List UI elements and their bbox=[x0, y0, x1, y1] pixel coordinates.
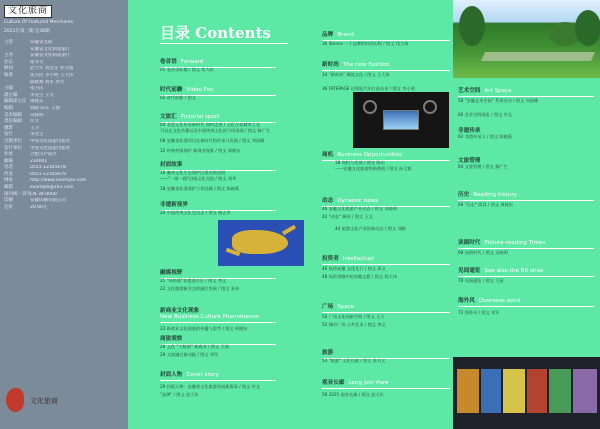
staff-value: 许文 bbox=[30, 119, 39, 125]
staff-label: 主办 bbox=[4, 53, 13, 59]
staff-value: 陈晓燕 刘军 周文 bbox=[30, 79, 65, 85]
section-header: 见闻通览 See also the Bit shoe bbox=[458, 266, 594, 277]
staff-value: 李先生 王文 bbox=[30, 92, 54, 98]
toc-item: 66 "历史" 阅读 / 图文 周晓东 bbox=[458, 202, 513, 207]
staff-row bbox=[4, 172, 126, 179]
staff-row bbox=[4, 152, 126, 159]
toc-item: 12 传统村落保护 新商业现象 / 图文 周晓东 bbox=[160, 148, 241, 153]
staff-row bbox=[4, 53, 126, 60]
toc-item: 26 文化 "大数据" 新商业 / 图文 王丽 bbox=[160, 344, 229, 349]
staff-label: 摄影 bbox=[4, 125, 13, 131]
staff-row bbox=[4, 139, 126, 146]
staff-row bbox=[4, 66, 126, 73]
staff-row bbox=[4, 119, 126, 126]
staff-label: 顾问 bbox=[4, 66, 13, 72]
park-photo bbox=[453, 0, 600, 78]
staff-label: 邮编 bbox=[4, 158, 13, 164]
toc-item: 04 非遗文化传承新时代 如何走进 / 文化点亮城市之光 bbox=[160, 122, 261, 127]
section-header: 文旅管理 bbox=[458, 158, 481, 164]
section-header: 读图时代 Picture-reading Times bbox=[458, 238, 594, 249]
toc-title: 目录 Contents bbox=[160, 24, 271, 42]
station-mural-photo bbox=[453, 357, 600, 429]
staff-value: example@163.com bbox=[30, 185, 74, 191]
staff-row bbox=[4, 86, 126, 93]
toc-item: "品牌" / 图文 赵大年 bbox=[160, 392, 199, 397]
staff-value: 张为民 李小明 王大伟 bbox=[30, 72, 74, 78]
section-header: 新时尚 The new Fashion bbox=[322, 60, 450, 71]
staff-label: 编辑部主任 bbox=[4, 99, 27, 105]
toc-item: 46 投资安徽 文化先行 / 图文 周文 bbox=[322, 266, 386, 271]
toc-item: 44 旅游文化产业的新动态 / 图文 刘晓 bbox=[335, 226, 406, 231]
staff-label: 印刷 bbox=[4, 198, 13, 204]
staff-value: 刘晓 陈东 王丽 bbox=[30, 105, 60, 111]
seal-logo bbox=[6, 388, 24, 412]
toc-item: 20 中国传统文化走出去 / 图文 杨志华 bbox=[160, 210, 231, 215]
section-header: 广场 Space bbox=[322, 302, 450, 313]
toc-item: 29 封面人物：安徽省文化旅游发展新篇章 / 图文 许文 bbox=[160, 384, 261, 389]
toc-item: 50 广场文化的新空间 / 图文 王力 bbox=[322, 314, 385, 319]
staff-label: 编辑 bbox=[4, 105, 13, 111]
toc-item: 64 文旅管理 / 图文 杨广生 bbox=[458, 164, 508, 169]
staff-label: 网址 bbox=[4, 178, 13, 184]
car-interior-photo bbox=[353, 92, 449, 148]
staff-value: http://www.example.com bbox=[30, 178, 87, 184]
staff-value: 合肥市庐阳区 bbox=[30, 152, 57, 158]
staff-value: 中国文化旅游出版社 bbox=[30, 138, 71, 144]
section-header: 商旅观察 bbox=[160, 334, 276, 345]
staff-value: 0551-12345679 bbox=[30, 171, 66, 177]
staff-row bbox=[4, 132, 126, 139]
staff-row bbox=[4, 178, 126, 185]
staff-label: 发行单位 bbox=[4, 145, 22, 151]
staff-label: 出版单位 bbox=[4, 138, 22, 144]
staff-row bbox=[4, 113, 126, 120]
toc-item: ——"一带一路"沿线文化交流 / 图文 刘华 bbox=[160, 176, 237, 181]
staff-label: 国内统一刊号 bbox=[4, 191, 31, 197]
bull-artwork-photo bbox=[218, 220, 304, 266]
section-header: 旅游 bbox=[322, 348, 450, 359]
staff-value: CN 34-0000 bbox=[30, 191, 57, 197]
staff-row bbox=[4, 205, 126, 212]
staff-list bbox=[4, 40, 126, 211]
staff-row bbox=[4, 60, 126, 67]
section-header: 动态 Dynamic news bbox=[322, 196, 450, 207]
section-header: 投资者 Intellectual bbox=[322, 254, 450, 265]
staff-row bbox=[4, 198, 126, 205]
toc-item: 68 读图时代 / 图文 吴晓明 bbox=[458, 250, 508, 255]
staff-label: 主管 bbox=[4, 40, 13, 45]
toc-item: 08 安徽省非遗项目在新时代的传承与发展 / 图文 刘丽娜 bbox=[160, 138, 265, 143]
section-header: 观音长廊 Long join View bbox=[322, 378, 450, 389]
staff-value: 安徽省文化和旅游厅 bbox=[30, 53, 71, 59]
toc-item: 23 新商业文化现象的传播与思考 / 图文 周晓东 bbox=[160, 326, 248, 331]
staff-label: 发行 bbox=[4, 132, 13, 138]
toc-item: ——安徽文化旅游的新商机 / 图文 孙文韬 bbox=[335, 166, 412, 171]
staff-value: 王力 bbox=[30, 125, 39, 131]
toc-item: 40 安徽文化旅游产业动态 / 图文 吴晓明 bbox=[322, 206, 397, 211]
staff-row bbox=[4, 165, 126, 172]
staff-label: 社长 bbox=[4, 59, 13, 65]
staff-value: 安徽省文化和旅游厅 bbox=[30, 46, 71, 52]
section-header: 封面人物 Cover story bbox=[160, 370, 276, 381]
toc-item: 22 文化旅游新业态的融合发展 / 图文 张伟 bbox=[160, 286, 240, 291]
staff-label: 邮箱 bbox=[4, 185, 13, 191]
staff-row bbox=[4, 126, 126, 133]
staff-label: 定价 bbox=[4, 204, 13, 210]
section-header: 文旅汇 Pictorial sport bbox=[160, 112, 276, 123]
staff-label: 编委 bbox=[4, 72, 13, 78]
staff-row bbox=[4, 146, 126, 153]
issue-number: 2021年第三期 总36期 bbox=[4, 29, 50, 34]
staff-row bbox=[4, 47, 126, 54]
staff-value: 吴晓明 bbox=[30, 112, 44, 118]
seal-text: 文化旅商 bbox=[30, 397, 58, 405]
staff-row bbox=[4, 73, 126, 80]
staff-value: 安徽印刷有限公司 bbox=[30, 198, 66, 204]
logo-subtitle: Culture Of Featured Merchants bbox=[4, 20, 74, 25]
section-header: 新商业文化现象 New Business Culture Phenomenon bbox=[160, 306, 276, 323]
staff-row bbox=[4, 185, 126, 192]
section-header: 海外风 Overseas wind bbox=[458, 296, 594, 307]
toc-item: 02 时代前瞻 / 图文 bbox=[160, 95, 196, 100]
toc-item: 56 2021 观音长廊 / 图文 赵大年 bbox=[322, 392, 384, 397]
staff-label: 电话 bbox=[4, 165, 13, 171]
staff-row bbox=[4, 40, 126, 47]
toc-item: 21 "网络版"非遗进社区 / 图文 李文 bbox=[160, 278, 227, 283]
toc-item: 70 见闻通览 / 图文 王丽 bbox=[458, 278, 504, 283]
section-header: 非遗新视界 bbox=[160, 200, 276, 211]
toc-item: 62 非遗传承人 / 图文 陈晓燕 bbox=[458, 134, 512, 139]
staff-label: 美术编辑 bbox=[4, 112, 22, 118]
staff-value: 周晓东 bbox=[30, 99, 44, 105]
section-header: 艺术空间 Art Space bbox=[458, 86, 594, 97]
staff-value: 张书文 bbox=[30, 59, 44, 65]
section-header: 非遗传承 bbox=[458, 128, 481, 134]
toc-item: 38 商机与发展 / 图文 陈东 bbox=[335, 160, 385, 165]
staff-label: 责任编辑 bbox=[4, 119, 22, 125]
title-rule bbox=[160, 43, 288, 44]
staff-value: 赵大年 刘先生 孙文韬 bbox=[30, 66, 74, 72]
staff-label: 副主编 bbox=[4, 92, 18, 98]
section-header: 品牌 Brand bbox=[322, 30, 450, 41]
staff-value: 李先生 bbox=[30, 132, 44, 138]
magazine-logo: 文化旅商 bbox=[4, 5, 52, 18]
toc-item: 18 安徽省非遗保护工作回顾 / 图文 陈晓燕 bbox=[160, 186, 240, 191]
toc-item: 60 艺术空间展览 / 图文 许文 bbox=[458, 112, 512, 117]
toc-item: 28 文旅融合新动能 / 图文 刘军 bbox=[160, 352, 219, 357]
staff-value: 230001 bbox=[30, 158, 48, 164]
toc-item: 54 "旅游" 文化长廊 / 图文 张书文 bbox=[322, 358, 386, 363]
toc-item: 34 "新时尚" 潮流文化 / 图文 王大伟 bbox=[322, 72, 390, 77]
masthead-column bbox=[0, 0, 128, 429]
section-header: 融媒视野 bbox=[160, 268, 276, 279]
staff-row bbox=[4, 106, 126, 113]
staff-row bbox=[4, 99, 126, 106]
toc-item: 48 投资者眼中的安徽文旅 / 图文 钱大伟 bbox=[322, 274, 397, 279]
toc-item: 58 "安徽艺术空间" 系列活动 / 图文 刘丽娜 bbox=[458, 98, 539, 103]
toc-item: 01 卷首语标题 / 图文 张为民 bbox=[160, 67, 214, 72]
staff-value: 张为民 bbox=[30, 86, 44, 92]
section-header: 封面故事 bbox=[160, 160, 276, 171]
toc-item: 36 FATEPAGE 以智能汽车打造未来 / 图文 李小明 bbox=[322, 86, 415, 91]
toc-item: 可以在文化传播以及中国传统文化的不同表现 / 图文 杨广生 bbox=[160, 128, 271, 133]
section-header: 卷首语 Forward bbox=[160, 57, 276, 68]
section-header: 时代前瞻 Video Fox bbox=[160, 85, 276, 96]
section-header: 历史 Reading history bbox=[458, 190, 594, 201]
toc-item: 16 徽州文化生态保护区建设新进展 bbox=[160, 170, 226, 175]
staff-row bbox=[4, 80, 126, 87]
toc-item: 72 海外风 / 图文 刘军 bbox=[458, 310, 500, 315]
toc-item: 42 "动态" 新闻 / 图文 王文 bbox=[322, 214, 373, 219]
staff-row bbox=[4, 192, 126, 199]
staff-value: 安徽省文联 bbox=[30, 40, 53, 45]
staff-label: 传真 bbox=[4, 171, 13, 177]
staff-value: 20.00元 bbox=[30, 204, 48, 210]
toc-item: 52 城市广场 公共艺术 / 图文 李文 bbox=[322, 322, 386, 327]
staff-label: 社址 bbox=[4, 152, 13, 158]
section-header: 商机 Business Opportunities bbox=[322, 150, 450, 161]
staff-value: 中国文化旅游出版社 bbox=[30, 145, 71, 151]
staff-row bbox=[4, 159, 126, 166]
staff-label: 主编 bbox=[4, 86, 13, 92]
toc-item: 30 Stones 一个品牌的时尚历程 / 图文 钱大伟 bbox=[322, 41, 409, 46]
staff-value: 0551-12345678 bbox=[30, 165, 66, 171]
